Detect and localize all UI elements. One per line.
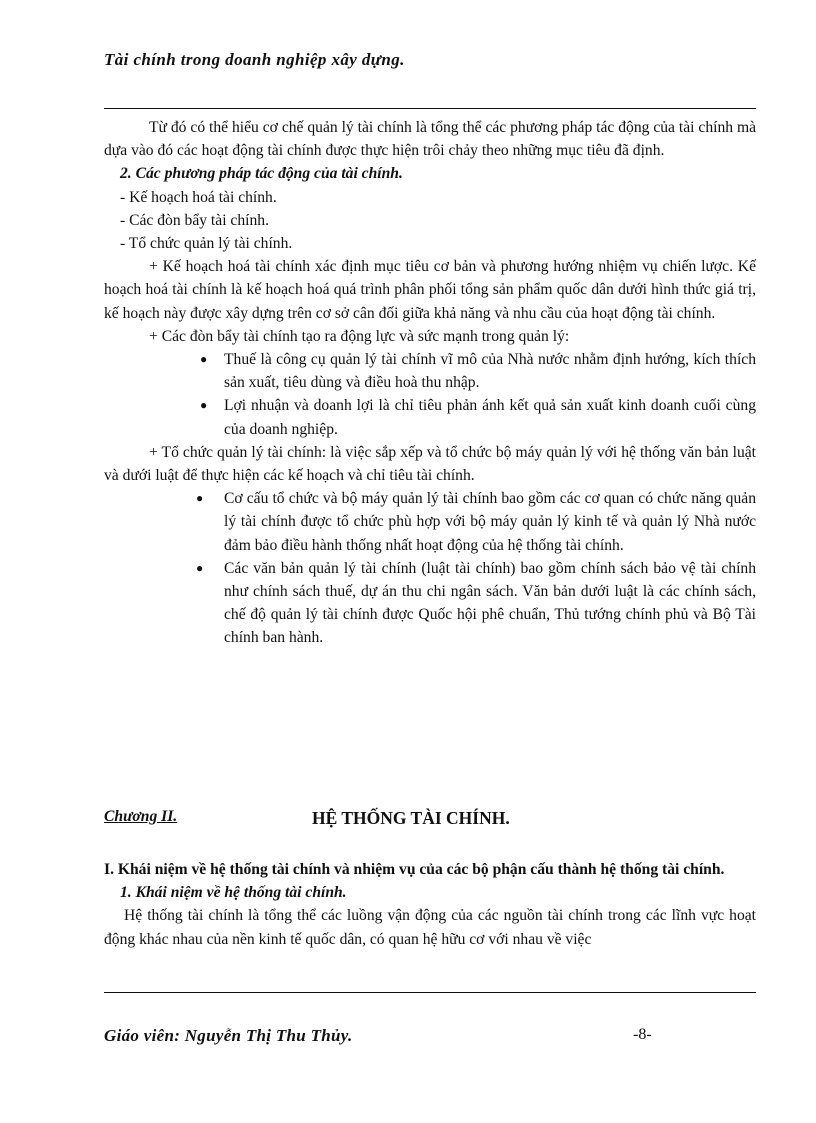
section-2-heading: 2. Các phương pháp tác động của tài chính. xyxy=(120,165,403,183)
chapter-heading xyxy=(104,808,756,836)
section-content xyxy=(104,858,756,951)
bullet-icon: ● xyxy=(200,352,208,367)
method-item: - Các đòn bẩy tài chính. xyxy=(120,211,269,229)
organization-bullet-list xyxy=(104,487,756,649)
list-item xyxy=(104,557,756,650)
list-item xyxy=(104,348,756,394)
section-heading: I. Khái niệm về hệ thống tài chính và nhiệm vụ của các bộ phận cấu thành hệ thống tài chính. xyxy=(104,861,725,878)
chapter-title: HỆ THỐNG TÀI CHÍNH. xyxy=(312,808,510,828)
section-subheading: 1. Khái niệm về hệ thống tài chính. xyxy=(120,884,347,902)
planning-paragraph: + Kế hoạch hoá tài chính xác định mục tiêu cơ bản và phương hướng nhiệm vụ chiến lược. Kế hoạch hoá tài chính là kế hoạch hoá quá trình phân phối tổng sản phẩm quốc dân dưới hình thức giá trị, kế hoạch này được xây dựng trên cơ sở cân đối giữa khả năng và nhu cầu của hoạt động tài chính. xyxy=(104,258,756,322)
chapter-label: Chương II. xyxy=(104,808,178,825)
organization-paragraph: + Tổ chức quản lý tài chính: là việc sắp xếp và tổ chức bộ máy quản lý với hệ thống văn bản luật và dưới luật để thực hiện các kế hoạch và chỉ tiêu tài chính. xyxy=(104,443,756,485)
leverage-paragraph: + Các đòn bẩy tài chính tạo ra động lực và sức mạnh trong quản lý: xyxy=(149,327,570,345)
section-paragraph: Hệ thống tài chính là tổng thể các luồng vận động của các nguồn tài chính trong các lĩnh vực hoạt động khác nhau của nền kinh tế quốc dân, có quan hệ hữu cơ với nhau về việc xyxy=(104,907,756,948)
method-item: - Kế hoạch hoá tài chính. xyxy=(120,188,277,206)
bullet-text: Thuế là công cụ quản lý tài chính vĩ mô của Nhà nước nhằm định hướng, kích thích sản xuất, tiêu dùng và điều hoà thu nhập. xyxy=(224,351,756,392)
method-item: - Tổ chức quản lý tài chính. xyxy=(120,235,293,253)
leverage-bullet-list xyxy=(104,348,756,441)
bullet-icon: ● xyxy=(196,560,204,575)
bullet-text: Lợi nhuận và doanh lợi là chỉ tiêu phản ánh kết quả sản xuất kinh doanh cuối cùng của doanh nghiệp. xyxy=(224,397,756,438)
header-title: Tài chính trong doanh nghiệp xây dựng. xyxy=(104,50,405,69)
footer-rule xyxy=(104,992,756,993)
body-content xyxy=(104,116,756,650)
bullet-text: Các văn bản quản lý tài chính (luật tài chính) bao gồm chính sách bảo vệ tài chính như chính sách thuế, dự án thu chi ngân sách. Văn bản dưới luật là các chính sách, chế độ quản lý tài chính được Quốc hội phê chuẩn, Thủ tướng chính phủ và Bộ Tài chính ban hành. xyxy=(224,559,756,647)
list-item xyxy=(104,487,756,557)
header-rule xyxy=(104,108,756,109)
bullet-icon: ● xyxy=(196,491,204,506)
bullet-text: Cơ cấu tổ chức và bộ máy quản lý tài chính bao gồm các cơ quan có chức năng quản lý tài chính được tổ chức phù hợp với bộ máy quản lý kinh tế và quản lý Nhà nước đảm bảo điều hành thống nhất hoạt động của hệ thống tài chính. xyxy=(224,490,756,554)
bullet-icon: ● xyxy=(200,398,208,413)
footer-teacher: Giáo viên: Nguyễn Thị Thu Thủy. xyxy=(104,1026,353,1045)
page-number: -8- xyxy=(633,1026,652,1043)
list-item xyxy=(104,394,756,440)
intro-paragraph: Từ đó có thể hiểu cơ chế quản lý tài chính là tổng thể các phương pháp tác động của tài chính mà dựa vào đó các hoạt động tài chính được thực hiện trôi chảy theo những mục tiêu đã định. xyxy=(104,119,756,160)
